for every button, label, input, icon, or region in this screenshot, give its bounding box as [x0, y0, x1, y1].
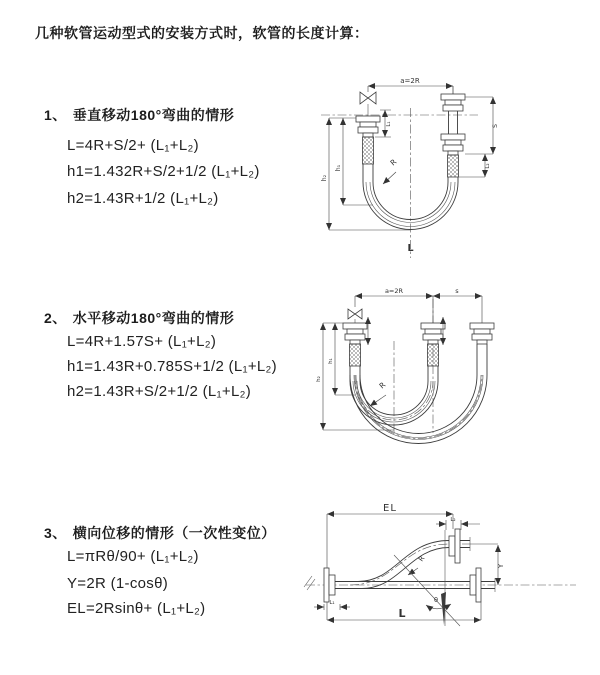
valve-icon	[360, 92, 376, 116]
dim-y	[462, 544, 505, 585]
formula-1-h2: h2=1.43R+1/2 (L₁+L₂)	[67, 190, 219, 207]
left-flange	[324, 568, 335, 602]
l2-label: L₂	[485, 163, 491, 169]
formula-1-L: L=4R+S/2+ (L₁+L₂)	[67, 137, 199, 154]
h1-label: h₁	[328, 358, 334, 364]
length-label: L	[407, 243, 414, 254]
formula-2-h1: h1=1.43R+0.785S+1/2 (L₁+L₂)	[67, 358, 277, 375]
section-1-title: 垂直移动180°弯曲的情形	[72, 107, 235, 123]
diagram-horizontal-180-bend	[310, 283, 555, 463]
dim-a2r-label: a=2R	[400, 77, 420, 85]
formula-3-L: L=πRθ/90+ (L₁+L₂)	[67, 548, 199, 565]
section-3-title: 横向位移的情形（一次性变位）	[72, 525, 276, 541]
dim-a2r	[368, 77, 453, 94]
formula-3-Y: Y=2R (1-cosθ)	[67, 575, 169, 592]
h1-label: h₁	[335, 164, 342, 172]
section-3-number: 3、	[44, 525, 67, 541]
radius-label: R	[388, 157, 399, 168]
dim-a2r	[355, 287, 482, 323]
dim-a2r-label: a=2R	[384, 287, 404, 295]
braided-hose-section	[363, 137, 374, 164]
formula-2-h2: h2=1.43R+S/2+1/2 (L₁+L₂)	[67, 383, 252, 400]
l1-label: L₁	[386, 121, 392, 127]
u-bend-hose	[363, 182, 458, 230]
u-bend-position-2	[350, 375, 487, 444]
right-flange-displaced	[449, 529, 470, 563]
section-2-heading	[44, 308, 234, 328]
right-fitting	[441, 86, 465, 182]
right-fitting	[470, 323, 494, 375]
section-1-heading	[44, 105, 234, 125]
diagram-lateral-displacement	[298, 498, 583, 658]
y-label: Y	[497, 563, 505, 569]
radius-label: R	[377, 380, 388, 391]
dim-l2	[436, 517, 480, 530]
radius-callout	[408, 554, 427, 575]
valve-icon	[348, 309, 362, 323]
formula-1-h1: h1=1.432R+S/2+1/2 (L₁+L₂)	[67, 163, 260, 180]
h2-label: h₂	[316, 376, 322, 382]
page-title: 几种软管运动型式的安装方式时，软管的长度计算：	[35, 25, 369, 41]
l1-label: L₁	[329, 600, 335, 606]
left-fitting	[343, 323, 367, 381]
el-label: EL	[383, 503, 397, 514]
h2-label: h₂	[321, 174, 328, 182]
pipe-break-mark	[304, 576, 315, 590]
l2-label: L₂	[450, 517, 456, 523]
theta-label: θ	[434, 596, 438, 604]
l-label: L	[398, 607, 406, 620]
formula-3-EL: EL=2Rsinθ+ (L₁+L₂)	[67, 600, 206, 617]
section-1-number: 1、	[44, 107, 67, 123]
radius-label: R	[417, 554, 427, 564]
dim-s-label: s	[455, 287, 459, 295]
dim-l1	[314, 600, 350, 610]
dim-l	[327, 602, 481, 620]
radius-callout	[383, 157, 398, 184]
dim-el	[327, 503, 456, 568]
section-2-title: 水平移动180°弯曲的情形	[72, 310, 235, 326]
braided-hose-section	[448, 155, 459, 177]
braided-hose-section	[350, 344, 361, 366]
formula-2-L: L=4R+1.57S+ (L₁+L₂)	[67, 333, 217, 350]
section-3-heading	[44, 523, 276, 543]
s-label: S	[492, 124, 499, 128]
radius-callout	[370, 380, 387, 406]
section-2-number: 2、	[44, 310, 67, 326]
left-fitting	[356, 116, 380, 182]
diagram-vertical-180-bend	[313, 70, 553, 270]
braided-hose-section	[428, 344, 439, 366]
